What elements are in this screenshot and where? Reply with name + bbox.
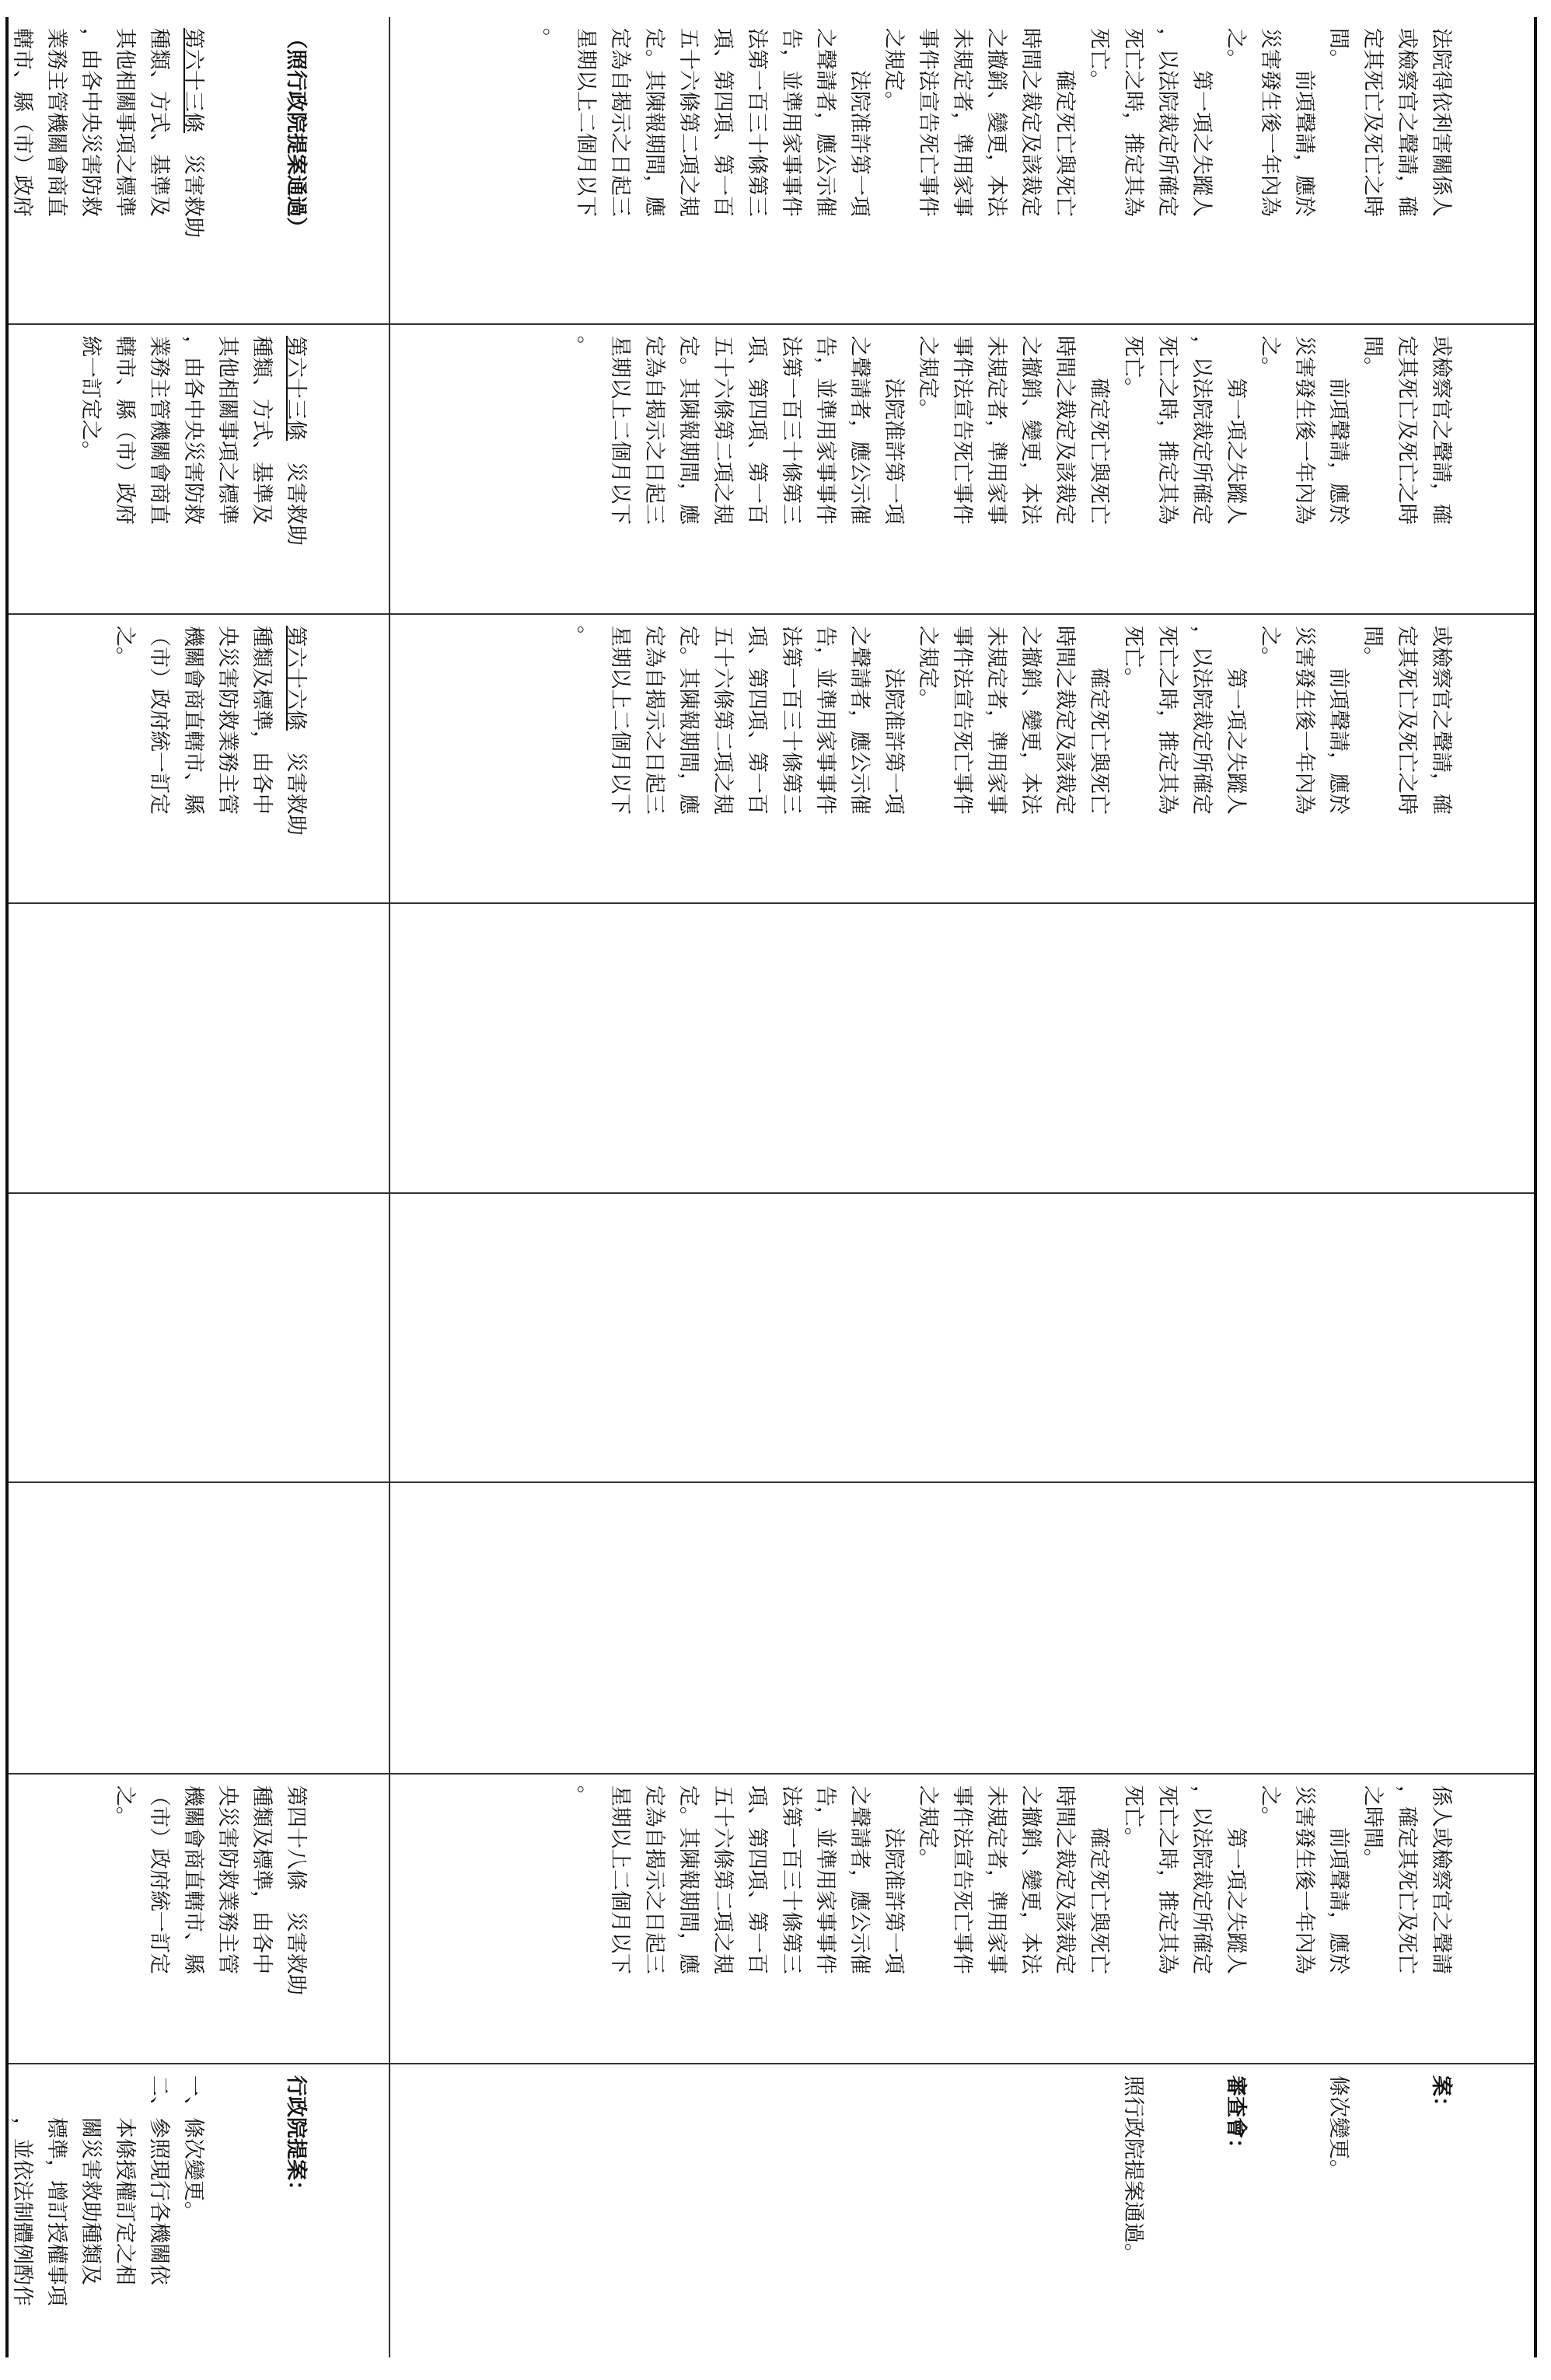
proposal-label: 案： [1429,2075,1453,2117]
proposal-text: 條次變更。 [1326,2075,1350,2180]
column-1-article: 第六十三條 [181,28,205,133]
column-2-bottom-cell [9,325,389,613]
column-5-top-cell [389,1194,1534,1481]
column-1-top-cell [389,17,1534,323]
column-2 [9,325,1534,615]
column-6-top-cell [389,1483,1534,1773]
column-1-label: （照行政院提案通過） [284,28,308,238]
column-4-bottom-cell [9,904,389,1192]
column-2-top-cell [389,325,1534,613]
column-4 [9,904,1534,1194]
review-committee-label: 審查會： [1224,2075,1248,2159]
column-7-bottom-cell [9,1775,389,2063]
column-7-article: 第四十八條 [284,1785,308,1890]
column-6-bottom-cell [9,1483,389,1773]
comparison-table [5,17,1537,2357]
column-1-top-text: 法院得依利害關係人 或檢察官之聲請，確 定其死亡及死亡之時 間。 前項聲請，應於 災害發生後一年內為 之。 第一項之失蹤人 ，以法院裁定所確定 死亡之時，推定其為 死亡。 確定死亡與死亡 時間之裁定及該裁定 之撤銷、變更，本法 未規定者，準用家事 事件法宣告死亡事件 之規定。 法院准許第一項 之聲請者，應公示催 告，並準用家事事件 法第一百三十條第三 項、第四項、第一百 五十六條第二項之規 定。其陳報期間，應 定為自揭示之日起三 星期以上二個月以下 。 [540,28,1453,217]
column-3-top-cell [389,615,1534,902]
column-3-bottom-cell [9,615,389,902]
column-2-bottom-text: 災害救助 種類、方式、基準及 其他相關事項之標準 ，由各中央災害防救 業務主管機關會商直 轄市、縣（市）政府 統一訂定之。 [79,336,308,546]
column-2-top-text: 或檢察官之聲請，確 定其死亡及死亡之時 間。 前項聲請，應於 災害發生後一年內為 之。 第一項之失蹤人 ，以法院裁定所確定 死亡之時，推定其為 死亡。 確定死亡與死亡 時間之裁定及該裁定 之撤銷、變更，本法 未規定者，準用家事 事件法宣告死亡事件 之規定。 法院准許第一項 之聲請者，應公示催 告，並準用家事事件 法第一百三十條第三 項、第四項、第一百 五十六條第二項之規 定。其陳報期間，應 定為自揭示之日起三 星期以上二個月以下 。 [574,336,1453,525]
executive-yuan-text: 一、條次變更。 二、參照現行各機關依 本條授權訂定之相 關災害救助種類及 標準，增訂授權事項 ，並依法制體例酌作 [10,2075,205,2306]
column-4-top-cell [389,904,1534,1192]
column-2-article: 第六十三條 [284,336,308,441]
column-1-bottom-cell [9,17,389,323]
column-5-bottom-cell [9,1194,389,1481]
column-5 [9,1194,1534,1483]
column-7 [9,1775,1534,2064]
column-3 [9,615,1534,904]
column-8-bottom-cell [9,2064,389,2357]
column-7-top-cell [389,1775,1534,2063]
executive-yuan-label: 行政院提案： [284,2075,308,2201]
column-6 [9,1483,1534,1775]
column-1-bottom-text: 災害救助 種類、方式、基準及 其他相關事項之標準 ，由各中央災害防救 業務主管機關會商直 轄市、縣（市）政府 [10,28,205,238]
column-1 [9,17,1534,325]
column-8-top-cell [389,2064,1534,2357]
review-committee-text: 照行政院提案通過。 [1121,2075,1145,2264]
column-3-article: 第六十六條 [284,626,308,731]
column-8-explanation [9,2064,1534,2357]
column-7-top-text: 係人或檢察官之聲請 ，確定其死亡及死亡 之時間。 前項聲請，應於 災害發生後一年內為 之。 第一項之失蹤人 ，以法院裁定所確定 死亡之時，推定其為 死亡。 確定死亡與死亡 時間之裁定及該裁定 之撤銷、變更，本法 未規定者，準用家事 事件法宣告死亡事件 之規定。 法院准許第一項 之聲請者，應公示催 告，並準用家事事件 法第一百三十條第三 項、第四項、第一百 五十六條第二項之規 定。其陳報期間，應 定為自揭示之日起三 星期以上二個月以下 。 [574,1785,1453,1974]
column-3-top-text: 或檢察官之聲請，確 定其死亡及死亡之時 間。 前項聲請，應於 災害發生後一年內為 之。 第一項之失蹤人 ，以法院裁定所確定 死亡之時，推定其為 死亡。 確定死亡與死亡 時間之裁定及該裁定 之撤銷、變更，本法 未規定者，準用家事 事件法宣告死亡事件 之規定。 法院准許第一項 之聲請者，應公示催 告，並準用家事事件 法第一百三十條第三 項、第四項、第一百 五十六條第二項之規 定。其陳報期間，應 定為自揭示之日起三 星期以上二個月以下 。 [574,626,1453,815]
column-7-bottom-text: 災害救助 種類及標準，由各中 央災害防救業務主管 機關會商直轄市、縣 （市）政府統一訂定 之。 [113,1785,308,1995]
column-3-bottom-text: 災害救助 種類及標準，由各中 央災害防救業務主管 機關會商直轄市、縣 （市）政府統一訂定 之。 [113,626,308,836]
